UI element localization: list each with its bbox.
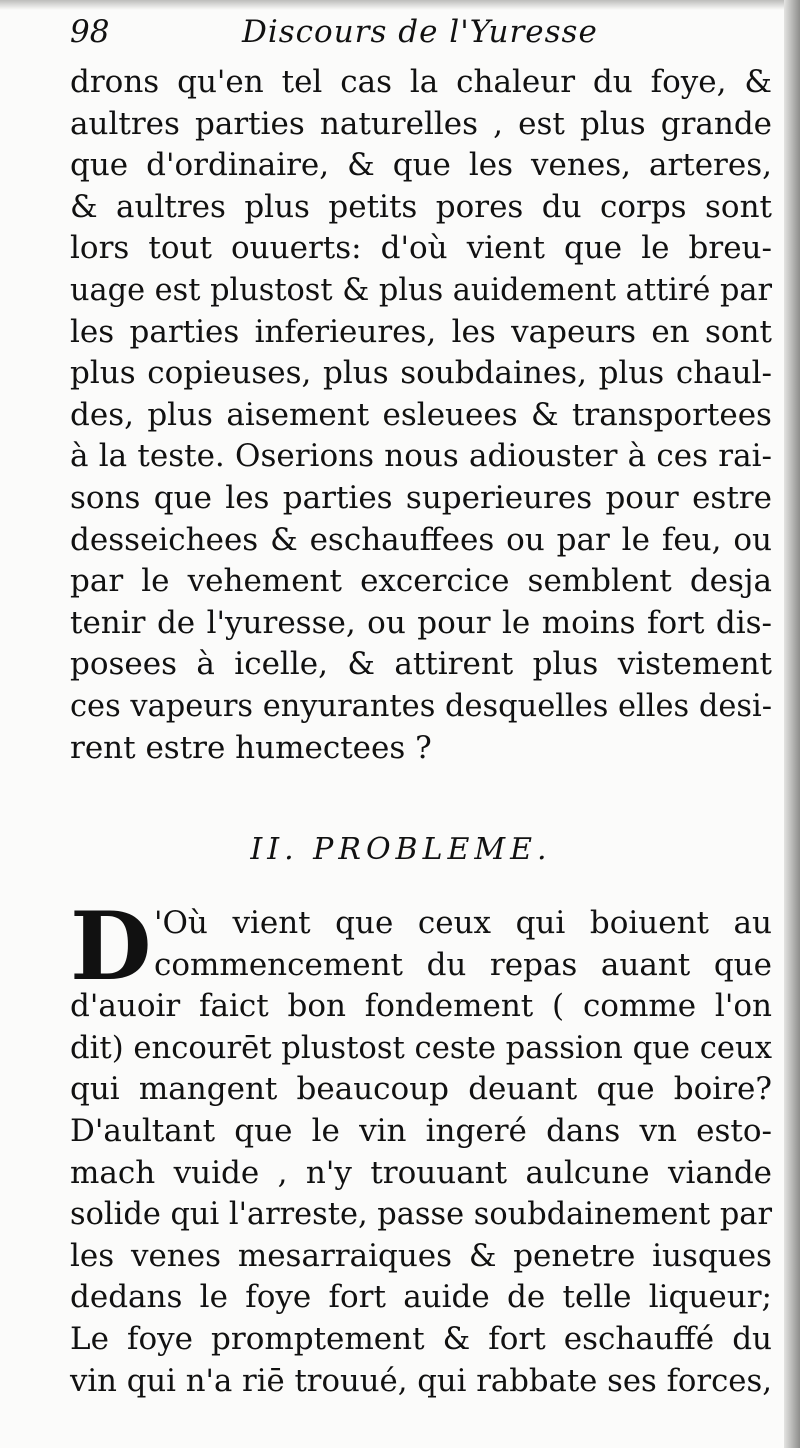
text-line: mach vuide , n'y trouuant aulcune viande [70,1154,773,1191]
text-line: posees à icelle, & attirent plus vistement [70,646,773,683]
text-line: vin qui n'a riē trouué, qui rabbate ses forces, [70,1362,772,1399]
page-edge-shadow [784,0,800,1448]
page-header [70,0,772,62]
text-line: par le vehement excercice semblent desja [70,563,773,600]
text-line: dedans le foye fort auide de telle liqueur; [70,1279,772,1316]
text-line: drons qu'en tel cas la chaleur du foye, & [70,64,772,100]
running-title: Discours de l'Yuresse [242,14,598,50]
text-line: plus copieuses, plus soubdaines, plus chaul- [70,355,772,392]
drop-cap: D [70,892,152,1003]
text-line: & aultres plus petits pores du corps sont [70,188,772,225]
text-line: les venes mesarraiques & penetre iusques [70,1237,772,1274]
text-line: les parties inferieures, les vapeurs en sont [70,313,772,350]
text-line: tenir de l'yuresse, ou pour le moins fort dis- [70,604,773,641]
paragraph-continued [70,62,772,769]
section-heading: II. PROBLEME. [250,832,552,868]
text-line: lors tout ouuerts: d'où vient que le breu- [70,230,772,267]
text-line: ces vapeurs enyurantes desquelles elles desi- [70,687,773,724]
text-line: solide qui l'arreste, passe soubdainement par [70,1196,772,1233]
text-line: D'aultant que le vin ingeré dans vn esto- [70,1113,772,1150]
text-line: uage est plustost & plus auidement attiré par [70,271,773,308]
text-line: que d'ordinaire, & que les venes, arteres, [70,147,772,184]
text-line: des, plus aisement esleuees & transportees [70,396,772,433]
text-line: 'Où vient que ceux qui boiuent au [154,905,773,942]
text-line: à la teste. Oserions nous adiouster à ces rai- [70,438,772,475]
text-line: dit) encourēt plustost ceste passion que ceux [70,1029,773,1066]
text-line: Le foye promptement & fort eschauffé du [70,1321,773,1358]
text-line: commencement du repas auant que [154,946,772,983]
text-line: d'auoir faict bon fondement ( comme l'on [70,988,772,1025]
page-number: 98 [70,14,110,50]
text-line: desseichees & eschauffees ou par le feu, ou [70,521,773,558]
text-line: qui mangent beaucoup deuant que boire? [70,1071,772,1108]
text-line: sons que les parties superieures pour estre [70,479,772,516]
problem-section [70,892,773,1402]
text-line: aultres parties naturelles , est plus grande [70,105,773,142]
text-line: rent estre humectees ? [70,729,432,766]
